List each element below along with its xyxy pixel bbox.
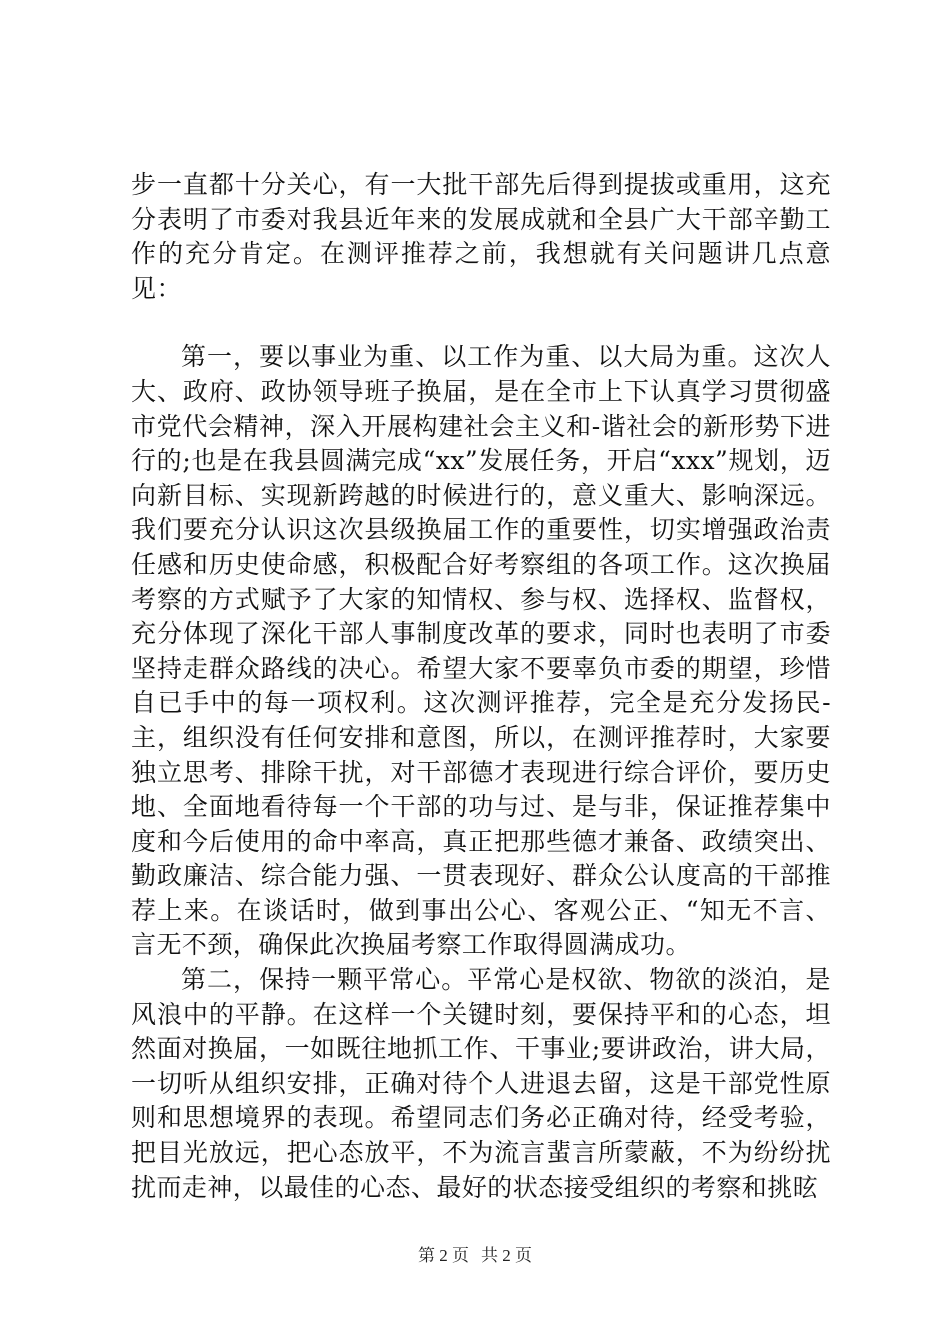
page-footer xyxy=(0,1241,950,1266)
page-total: 共 2 页 xyxy=(481,1246,532,1265)
document-body xyxy=(131,168,831,1205)
page-number: 第 2 页 xyxy=(418,1246,469,1265)
paragraph-first-point: 第一，要以事业为重、以工作为重、以大局为重。这次人大、政府、政协领导班子换届，是在全市上下认真学习贯彻盛市党代会精神，深入开展构建社会主义和-谐社会的新形势下进行的;也是在我县圆满完成“xx”发展任务，开启“xxx”规划，迈向新目标、实现新跨越的时候进行的，意义重大、影响深远。我们要充分认识这次县级换届工作的重要性，切实增强政治责任感和历史使命感，积极配合好考察组的各项工作。这次换届考察的方式赋予了大家的知情权、参与权、选择权、监督权，充分体现了深化干部人事制度改革的要求，同时也表明了市委坚持走群众路线的决心。希望大家不要辜负市委的期望，珍惜自已手中的每一项权利。这次测评推荐，完全是充分发扬民-主，组织没有任何安排和意图，所以，在测评推荐时，大家要独立思考、排除干扰，对干部德才表现进行综合评价，要历史地、全面地看待每一个干部的功与过、是与非，保证推荐集中度和今后使用的命中率高，真正把那些德才兼备、政绩突出、勤政廉洁、综合能力强、一贯表现好、群众公认度高的干部推荐上来。在谈话时，做到事出公心、客观公正、“知无不言、言无不颈，确保此次换届考察工作取得圆满成功。 xyxy=(131,342,831,960)
paragraph-second-point: 第二，保持一颗平常心。平常心是权欲、物欲的淡泊，是风浪中的平静。在这样一个关键时刻，要保持平和的心态，坦然面对换届，一如既往地抓工作、干事业;要讲政治，讲大局，一切听从组织安排，正确对待个人进退去留，这是干部党性原则和思想境界的表现。希望同志们务必正确对待，经受考验，把目光放远，把心态放平，不为流言蜚言所蒙蔽，不为纷纷扰扰而走神，以最佳的心态、最好的状态接受组织的考察和挑昡 xyxy=(131,965,831,1202)
paragraph-continuation: 步一直都十分关心，有一大批干部先后得到提拔或重用，这充分表明了市委对我县近年来的发展成就和全县广大干部辛勤工作的充分肯定。在测评推荐之前，我想就有关问题讲几点意见： xyxy=(131,170,831,303)
